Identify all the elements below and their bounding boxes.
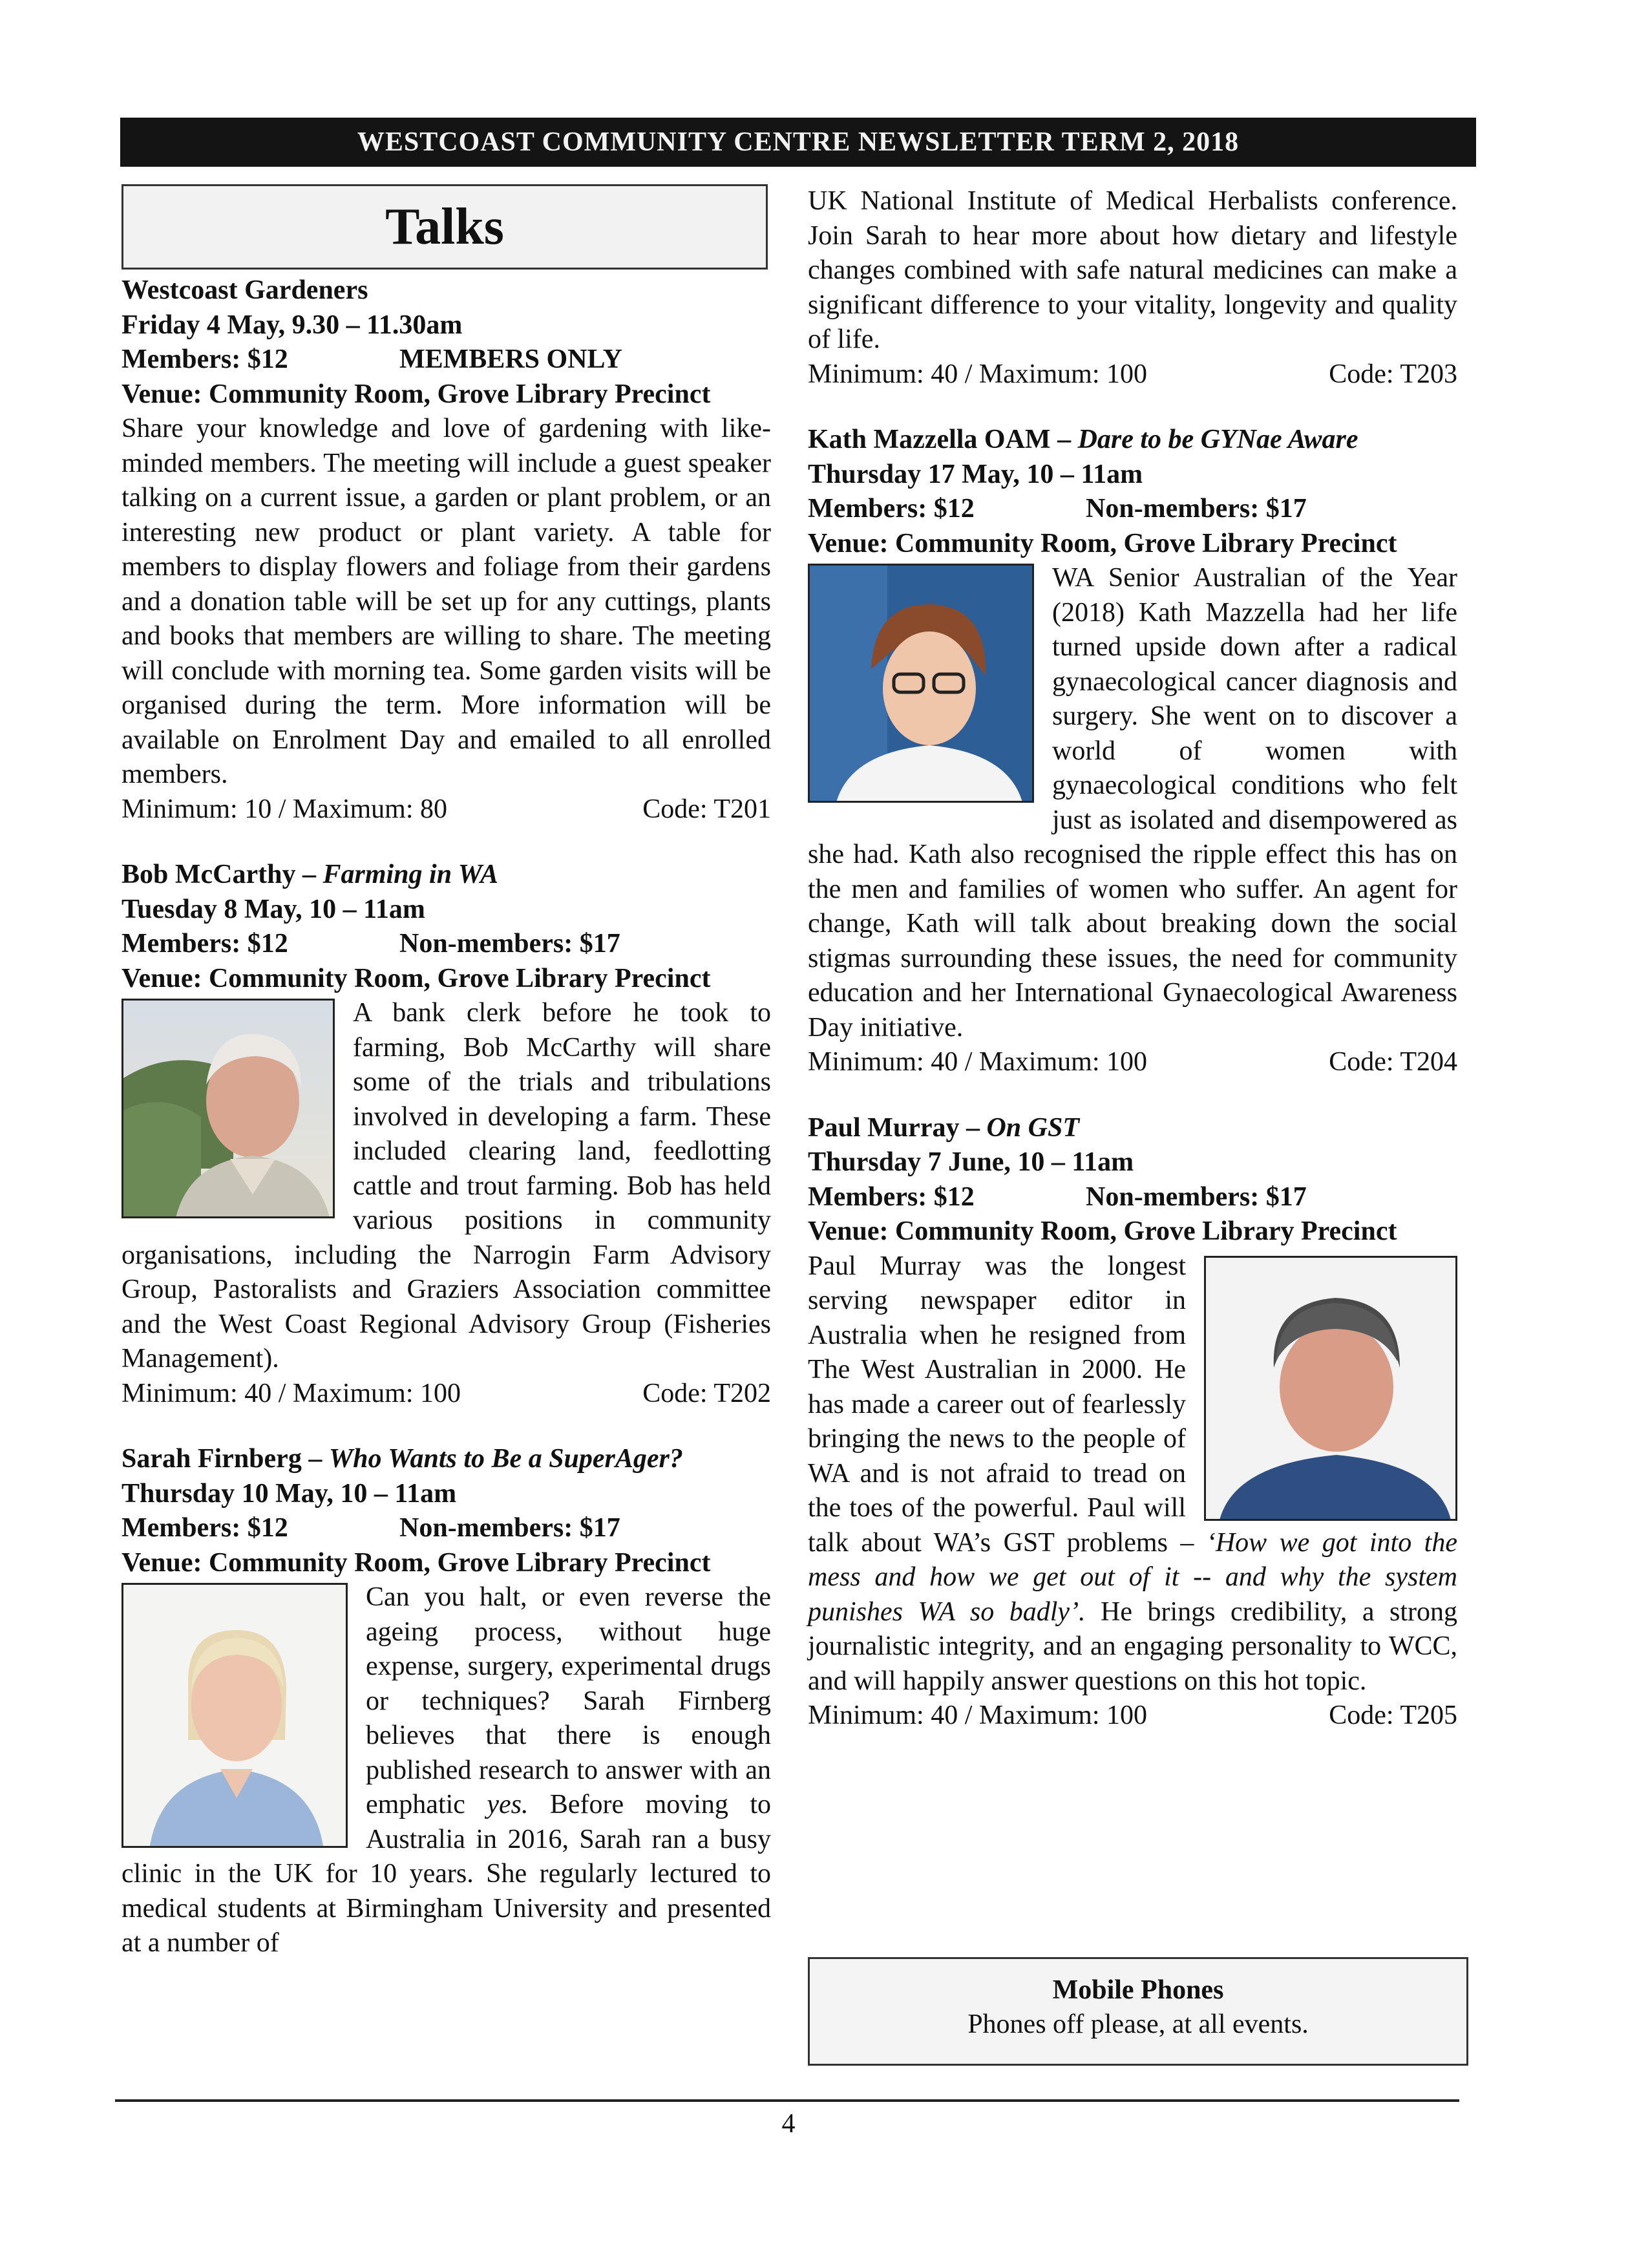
talk-sarah-firnberg: [121, 1442, 771, 1961]
nonmembers-price: Non-members: $17: [399, 929, 620, 959]
talk-date: Thursday 7 June, 10 – 11am: [808, 1147, 1134, 1177]
course-code: Code: T203: [1329, 359, 1457, 389]
talk-date: Thursday 17 May, 10 – 11am: [808, 459, 1143, 489]
description-part-1: Can you halt, or even reverse the ageing process, without huge expense, surgery, experimental drugs or techniques? Sarah Firnberg believes that there is enough published research to answer with an emphatic: [366, 1582, 771, 1819]
price-row: [121, 343, 771, 377]
talk-topic: Dare to be GYNae Aware: [1077, 425, 1358, 454]
talk-venue: Venue: Community Room, Grove Library Precinct: [121, 379, 711, 409]
speaker-photo-kath-mazzella: [808, 564, 1034, 803]
talk-description-continued: UK National Institute of Medical Herbalists conference. Join Sarah to hear more about how dietary and lifestyle changes combined with safe natural medicines can make a significant difference to your vitality, longevity and quality of life.: [808, 186, 1457, 354]
speaker-name: Kath Mazzella OAM: [808, 425, 1051, 454]
nonmembers-price: Non-members: $17: [1086, 494, 1307, 524]
talk-heading: Kath Mazzella OAM – Dare to be GYNae Aware: [808, 425, 1358, 454]
talk-topic: Farming in WA: [322, 860, 499, 889]
talk-topic: Who Wants to Be a SuperAger?: [328, 1444, 683, 1474]
enrolment-row: [121, 792, 771, 827]
notice-title: Mobile Phones: [1052, 1975, 1224, 2005]
speaker-name: Paul Murray: [808, 1112, 960, 1143]
enrolment-row: [808, 1699, 1457, 1733]
speaker-photo-sarah-firnberg: [121, 1583, 348, 1848]
enrolment-row: [808, 1045, 1457, 1080]
talk-sarah-firnberg-continued: [808, 184, 1457, 392]
min-max: Minimum: 10 / Maximum: 80: [121, 794, 448, 824]
enrolment-row: [808, 357, 1457, 392]
price-row: [121, 927, 771, 962]
course-code: Code: T201: [642, 794, 771, 824]
enrolment-row: [121, 1377, 771, 1412]
description-part-2: Before moving to Australia in 2016, Sarah ran a busy clinic in the UK for 10 years. She regularly lectured to medical students at Birmingham University and presented at a number of: [121, 1790, 771, 1958]
newsletter-banner: WESTCOAST COMMUNITY CENTRE NEWSLETTER TERM 2, 2018: [120, 118, 1476, 167]
speaker-name: Sarah Firnberg: [121, 1444, 302, 1474]
members-price: Members: $12: [808, 1182, 975, 1212]
right-column: [808, 184, 1457, 1765]
talk-description: A bank clerk before he took to farming, Bob McCarthy will share some of the trials and tribulations involved in developing a farm. These included clearing land, feedlotting cattle and trout farming. Bob has held various positions in community organisations, including the Narrogin Farm Advisory Group, Pastoralists and Graziers Association committee and the West Coast Regional Advisory Group (Fisheries Management).: [121, 998, 771, 1373]
mobile-phones-notice: [808, 1957, 1468, 2066]
min-max: Minimum: 40 / Maximum: 100: [121, 1378, 461, 1408]
members-price: Members: $12: [121, 1513, 288, 1543]
talk-date: Thursday 10 May, 10 – 11am: [121, 1478, 457, 1509]
talk-paul-murray: [808, 1111, 1457, 1733]
course-code: Code: T205: [1329, 1701, 1457, 1730]
price-row: [121, 1511, 771, 1546]
speaker-photo-paul-murray: [1204, 1256, 1457, 1521]
talk-date: Tuesday 8 May, 10 – 11am: [121, 894, 425, 924]
course-code: Code: T204: [1329, 1047, 1457, 1077]
description-part-1: Paul Murray was the longest serving newspaper editor in Australia when he resigned from The West Australian in 2000. He has made a career out of fearlessly bringing the news to the people of WA and is not afraid to tread on the toes of the powerful. Paul will talk about WA’s GST problems –: [808, 1251, 1207, 1558]
talk-description: Share your knowledge and love of gardening with like-minded members. The meeting will include a guest speaker talking on a current issue, a garden or plant problem, or an interesting new product or plant variety. A table for members to display flowers and foliage from their gardens and a donation table will be set up for any cuttings, plants and books that members are willing to share. The meeting will conclude with morning tea. Some garden visits will be organised during the term. More information will be available on Enrolment Day and emailed to all enrolled members.: [121, 414, 771, 789]
talk-venue: Venue: Community Room, Grove Library Precinct: [808, 1216, 1397, 1246]
talk-heading: Sarah Firnberg – Who Wants to Be a SuperAger?: [121, 1444, 683, 1474]
talk-title: Westcoast Gardeners: [121, 275, 368, 305]
nonmembers-price: Non-members: $17: [399, 1513, 620, 1543]
speaker-photo-bob-mccarthy: [121, 999, 335, 1218]
course-code: Code: T202: [642, 1378, 771, 1408]
talk-kath-mazzella: [808, 423, 1457, 1080]
left-column: [121, 184, 771, 1992]
price-row: [808, 492, 1457, 527]
members-price: Members: $12: [808, 494, 975, 524]
talk-quote: ‘How we got into the mess and how we get out of it -- and why the system punishes WA so badly’.: [808, 1527, 1457, 1627]
talk-westcoast-gardeners: [121, 273, 771, 827]
talk-bob-mccarthy: [121, 858, 771, 1411]
min-max: Minimum: 40 / Maximum: 100: [808, 1701, 1148, 1730]
talk-heading: Paul Murray – On GST: [808, 1112, 1080, 1143]
talk-heading: Bob McCarthy – Farming in WA: [121, 860, 499, 889]
talk-description: WA Senior Australian of the Year (2018) Kath Mazzella had her life turned upside down after a radical gynaecological cancer diagnosis and surgery. She went on to discover a world of women with gynaecological conditions who felt just as isolated and disempowered as she had. Kath also recognised the ripple effect this has on the men and families of women who suffer. An agent for change, Kath will talk about breaking down the social stigmas surrounding these issues, the need for community education and her International Gynaecological Awareness Day initiative.: [808, 563, 1457, 1043]
notice-text: Phones off please, at all events.: [967, 2009, 1309, 2039]
members-only-label: MEMBERS ONLY: [399, 344, 623, 374]
page-number: 4: [781, 2109, 796, 2139]
talk-venue: Venue: Community Room, Grove Library Precinct: [808, 528, 1397, 558]
emphasis-yes: yes.: [487, 1790, 529, 1819]
description-part-2: He brings credibility, a strong journalistic integrity, and an engaging personality to WCC, and will happily answer questions on this hot topic.: [808, 1596, 1457, 1696]
members-price: Members: $12: [121, 344, 288, 374]
section-title: Talks: [121, 184, 768, 270]
talk-topic: On GST: [986, 1112, 1080, 1143]
members-price: Members: $12: [121, 929, 288, 959]
talk-venue: Venue: Community Room, Grove Library Precinct: [121, 963, 711, 993]
price-row: [808, 1180, 1457, 1215]
min-max: Minimum: 40 / Maximum: 100: [808, 359, 1148, 389]
talk-date: Friday 4 May, 9.30 – 11.30am: [121, 310, 463, 340]
min-max: Minimum: 40 / Maximum: 100: [808, 1047, 1148, 1077]
nonmembers-price: Non-members: $17: [1086, 1182, 1307, 1212]
footer-rule: [115, 2099, 1459, 2102]
speaker-name: Bob McCarthy: [121, 860, 296, 889]
talk-venue: Venue: Community Room, Grove Library Precinct: [121, 1547, 711, 1578]
